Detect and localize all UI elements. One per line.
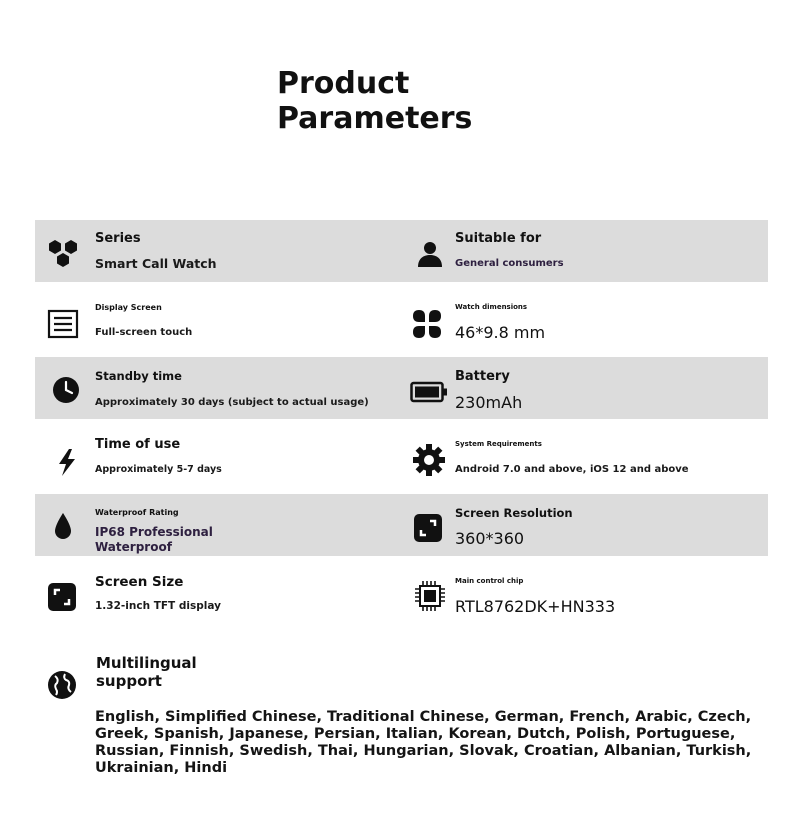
main-control-chip-value: RTL8762DK+HN333: [455, 597, 616, 616]
suitable-for-value: General consumers: [455, 258, 564, 269]
main-control-chip-label: Main control chip: [455, 577, 524, 585]
standby-time-value: Approximately 30 days (subject to actual usage): [95, 397, 369, 408]
waterproof-rating-value: [95, 525, 213, 555]
page-title: [277, 66, 537, 136]
multilingual-label-line1: Multilingual: [96, 654, 197, 672]
screen-size-value: 1.32-inch TFT display: [95, 600, 221, 612]
system-requirements-value: Android 7.0 and above, iOS 12 and above: [455, 464, 689, 475]
person-icon: [413, 237, 447, 271]
resize-icon: [413, 513, 443, 543]
time-of-use-value: Approximately 5-7 days: [95, 464, 222, 475]
display-screen-value: Full-screen touch: [95, 327, 193, 338]
spec-row-band: [35, 357, 768, 419]
battery-icon: [410, 380, 448, 404]
series-label: Series: [95, 231, 141, 246]
waterproof-rating-value-line1: IP68 Professional: [95, 525, 213, 539]
chip-icon: [414, 580, 446, 612]
clock-icon: [51, 375, 81, 405]
standby-time-label: Standby time: [95, 369, 182, 383]
system-requirements-label: System Requirements: [455, 440, 542, 448]
time-of-use-label: Time of use: [95, 437, 181, 452]
display-screen-label: Display Screen: [95, 303, 162, 312]
watch-dimensions-label: Watch dimensions: [455, 303, 528, 311]
screen-resolution-value: 360*360: [455, 529, 525, 548]
screen-size-label: Screen Size: [95, 574, 184, 590]
page-title-line2: Parameters: [277, 101, 473, 136]
battery-value: 230mAh: [455, 393, 523, 412]
series-value: Smart Call Watch: [95, 256, 217, 271]
waterproof-rating-label: Waterproof Rating: [95, 508, 179, 517]
screen-corners-icon: [47, 582, 77, 612]
four-leaf-icon: [410, 307, 444, 341]
hexagon-cluster-icon: [46, 237, 80, 271]
multilingual-label: [96, 654, 296, 690]
language-list: English, Simplified Chinese, Traditional Chinese, German, French, Arabic, Czech, Greek, Spanish, Japanese, Persian, Italian, Korean, Dutch, Polish, Portuguese, Russian, Finnish, Swedish, Thai, Hungarian, Slovak, Croatian, Albanian, Turkish, Ukrainian, Hindi: [95, 709, 752, 776]
screen-resolution-label: Screen Resolution: [455, 506, 573, 520]
lightning-icon: [52, 447, 82, 477]
suitable-for-label: Suitable for: [455, 231, 542, 246]
watch-dimensions-value: 46*9.8 mm: [455, 323, 546, 342]
screen-lines-icon: [46, 307, 80, 341]
spec-row-band: [35, 220, 768, 282]
gear-icon: [412, 443, 446, 477]
battery-label: Battery: [455, 369, 510, 384]
multilingual-label-line2: support: [96, 672, 162, 690]
globe-icon: [47, 670, 77, 700]
waterproof-rating-value-line2: Waterproof: [95, 540, 172, 554]
page-title-line1: Product: [277, 66, 410, 101]
water-drop-icon: [52, 511, 74, 541]
